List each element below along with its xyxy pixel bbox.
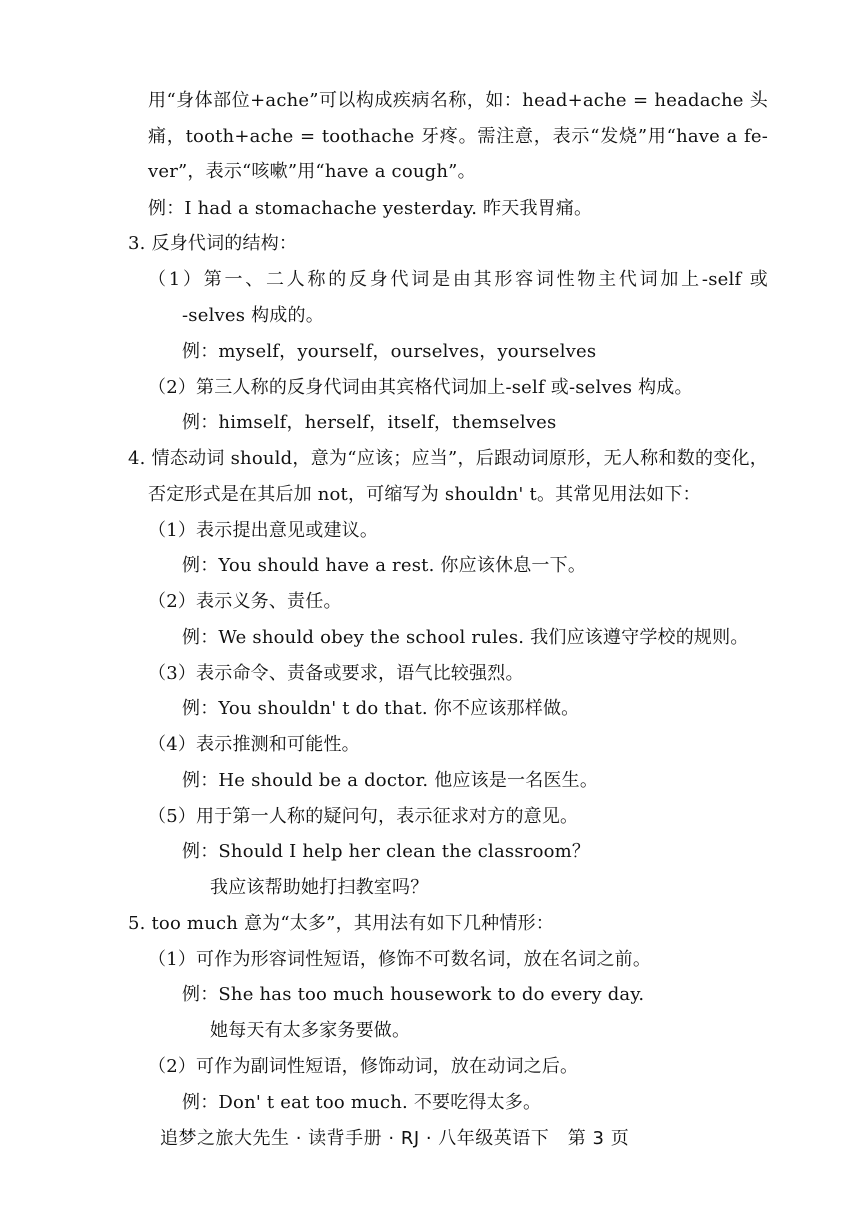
- item-4-4: （4）表示推测和可能性。: [148, 734, 360, 755]
- text-line-1: 用“身体部位+ache”可以构成疾病名称，如：head+ache = headache 头: [148, 90, 768, 111]
- text-line-3: ver”，表示“咳嗽”用“have a cough”。: [148, 161, 476, 182]
- text-line-2: 痛，tooth+ache = toothache 牙疼。需注意，表示“发烧”用“have a fe-: [148, 126, 768, 147]
- example-line-7: 例：He should be a doctor. 他应该是一名医生。: [182, 770, 599, 791]
- section-heading-3: 3. 反身代词的结构：: [128, 233, 298, 254]
- example-line-9: 例：She has too much housework to do every day.: [182, 984, 645, 1005]
- example-translation-8: 我应该帮助她打扫教室吗？: [210, 877, 429, 898]
- example-line-1: 例：I had a stomachache yesterday. 昨天我胃痛。: [148, 198, 593, 219]
- example-line-4: 例：You should have a rest. 你应该休息一下。: [182, 555, 587, 576]
- item-5-2: （2）可作为副词性短语，修饰动词，放在动词之后。: [148, 1056, 579, 1077]
- example-line-6: 例：You shouldn' t do that. 你不应该那样做。: [182, 698, 580, 719]
- item-5-1: （1）可作为形容词性短语，修饰不可数名词，放在名词之前。: [148, 949, 652, 970]
- example-line-2: 例：myself，yourself，ourselves，yourselves: [182, 341, 597, 362]
- item-4-1: （1）表示提出意见或建议。: [148, 520, 379, 541]
- section-heading-4: 4. 情态动词 should，意为“应该；应当”，后跟动词原形，无人称和数的变化，: [128, 448, 768, 469]
- example-line-10: 例：Don' t eat too much. 不要吃得太多。: [182, 1092, 542, 1113]
- item-3-1: （1）第一、二人称的反身代词是由其形容词性物主代词加上-self 或: [148, 269, 768, 290]
- section-heading-5: 5. too much 意为“太多”，其用法有如下几种情形：: [128, 913, 554, 934]
- text-line-4-cont: 否定形式是在其后加 not，可缩写为 shouldn' t。其常见用法如下：: [148, 484, 701, 505]
- page-footer: 追梦之旅大先生 · 读背手册 · RJ · 八年级英语下 第 3 页: [160, 1128, 630, 1149]
- example-line-5: 例：We should obey the school rules. 我们应该遵守学校的规则。: [182, 627, 749, 648]
- example-line-8: 例：Should I help her clean the classroom？: [182, 841, 591, 862]
- item-4-3: （3）表示命令、责备或要求，语气比较强烈。: [148, 663, 524, 684]
- example-line-3: 例：himself，herself，itself，themselves: [182, 412, 557, 433]
- item-4-2: （2）表示义务、责任。: [148, 591, 342, 612]
- example-translation-9: 她每天有太多家务要做。: [210, 1020, 411, 1041]
- item-3-1-cont: -selves 构成的。: [182, 305, 324, 326]
- item-4-5: （5）用于第一人称的疑问句，表示征求对方的意见。: [148, 806, 579, 827]
- item-3-2: （2）第三人称的反身代词由其宾格代词加上-self 或-selves 构成。: [148, 377, 693, 398]
